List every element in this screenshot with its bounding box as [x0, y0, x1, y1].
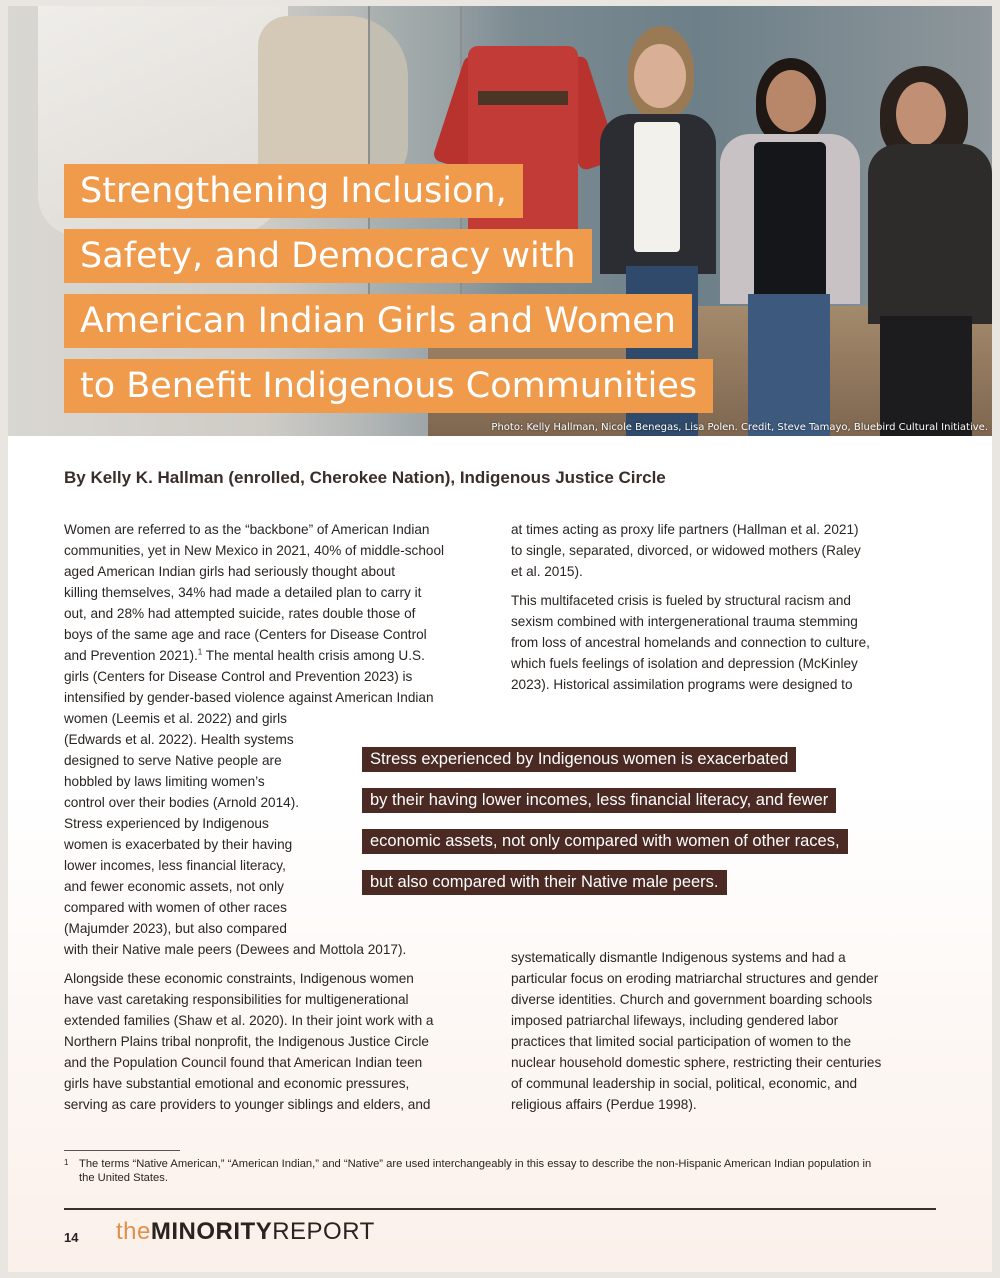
article-page	[8, 6, 992, 1272]
right-column-bottom	[511, 947, 941, 1115]
text-line: Alongside these economic constraints, Indigenous women	[64, 971, 414, 986]
text-line: have vast caretaking responsibilities for multigenerational	[64, 992, 409, 1007]
left-column-bottom	[64, 968, 494, 1115]
publication-logo	[116, 1218, 375, 1246]
pull-quote-line: economic assets, not only compared with women of other races,	[362, 829, 848, 854]
text-line: lower incomes, less financial literacy,	[64, 858, 286, 873]
text-line: with their Native male peers (Dewees and Mottola 2017).	[64, 942, 407, 957]
text-line: serving as care providers to younger siblings and elders, and	[64, 1097, 431, 1112]
text-segment: The mental health crisis among U.S.	[202, 648, 425, 663]
footnote-number: 1	[64, 1158, 69, 1167]
text-line: et al. 2015).	[511, 564, 583, 579]
text-line: (Edwards et al. 2022). Health systems	[64, 732, 294, 747]
pull-quote-line: Stress experienced by Indigenous women is exacerbated	[362, 747, 796, 772]
text-line: This multifaceted crisis is fueled by structural racism and	[511, 593, 851, 608]
text-line: to single, separated, divorced, or widowed mothers (Raley	[511, 543, 861, 558]
text-line: which fuels feelings of isolation and depression (McKinley	[511, 656, 858, 671]
text-line: communities, yet in New Mexico in 2021, 40% of middle-school	[64, 543, 445, 558]
byline: By Kelly K. Hallman (enrolled, Cherokee Nation), Indigenous Justice Circle	[64, 468, 666, 487]
text-segment: and Prevention 2021).	[64, 648, 198, 663]
right-column-top	[511, 519, 941, 582]
text-line: systematically dismantle Indigenous systems and had a	[511, 950, 846, 965]
text-line: sexism combined with intergenerational trauma stemming	[511, 614, 858, 629]
text-line: intensified by gender-based violence against American Indian	[64, 690, 434, 705]
text-line: religious affairs (Perdue 1998).	[511, 1097, 697, 1112]
title-line-1: Strengthening Inclusion,	[64, 164, 523, 218]
title-line-3: American Indian Girls and Women	[64, 294, 692, 348]
footer-divider	[64, 1208, 936, 1210]
logo-the: the	[116, 1218, 151, 1245]
dress-belt	[478, 91, 568, 105]
text-line: designed to serve Native people are	[64, 753, 282, 768]
text-line: of communal leadership in social, political, economic, and	[511, 1076, 858, 1091]
logo-report: REPORT	[272, 1218, 375, 1245]
left-column-top	[64, 519, 494, 967]
text-line	[64, 645, 494, 666]
text-line: practices that limited social participation of women to the	[511, 1034, 852, 1049]
text-line: aged American Indian girls had seriously thought about	[64, 564, 395, 579]
title-line-4: to Benefit Indigenous Communities	[64, 359, 713, 413]
text-line: nuclear household domestic sphere, restricting their centuries	[511, 1055, 882, 1070]
text-line: out, and 28% had attempted suicide, rates double those of	[64, 606, 416, 621]
text-line: women is exacerbated by their having	[64, 837, 293, 852]
text-line: compared with women of other races	[64, 900, 287, 915]
pull-quote-line: but also compared with their Native male peers.	[362, 870, 727, 895]
text-line: imposed patriarchal lifeways, including gendered labor	[511, 1013, 839, 1028]
photo-caption: Photo: Kelly Hallman, Nicole Benegas, Lisa Polen. Credit, Steve Tamayo, Bluebird Cultural Initiative.	[491, 422, 988, 433]
text-line: diverse identities. Church and government boarding schools	[511, 992, 873, 1007]
footnote	[64, 1157, 884, 1185]
right-column-middle	[511, 590, 941, 695]
footnote-text: The terms “Native American,” “American Indian,” and “Native” are used interchangeably in this essay to describe the non-Hispanic American Indian population in the United States.	[79, 1158, 872, 1184]
text-line: and fewer economic assets, not only	[64, 879, 284, 894]
text-line: at times acting as proxy life partners (Hallman et al. 2021)	[511, 522, 859, 537]
text-line: Women are referred to as the “backbone” of American Indian	[64, 522, 430, 537]
text-line: women (Leemis et al. 2022) and girls	[64, 711, 287, 726]
text-line: hobbled by laws limiting women’s	[64, 774, 265, 789]
logo-minority: MINORITY	[150, 1218, 273, 1245]
text-line: boys of the same age and race (Centers for Disease Control	[64, 627, 427, 642]
person-middle	[714, 58, 864, 436]
text-line: Northern Plains tribal nonprofit, the Indigenous Justice Circle	[64, 1034, 429, 1049]
page-number: 14	[64, 1230, 79, 1245]
text-line: 2023). Historical assimilation programs were designed to	[511, 677, 853, 692]
text-line: Stress experienced by Indigenous	[64, 816, 269, 831]
pull-quote-line: by their having lower incomes, less financial literacy, and fewer	[362, 788, 836, 813]
footnote-ref: 1	[197, 647, 203, 657]
text-line: girls have substantial emotional and economic pressures,	[64, 1076, 410, 1091]
text-line: extended families (Shaw et al. 2020). In their joint work with a	[64, 1013, 434, 1028]
text-line: (Majumder 2023), but also compared	[64, 921, 287, 936]
title-line-2: Safety, and Democracy with	[64, 229, 592, 283]
text-line: killing themselves, 34% had made a detailed plan to carry it	[64, 585, 422, 600]
text-line: girls (Centers for Disease Control and Prevention 2023) is	[64, 669, 413, 684]
person-right	[866, 66, 992, 436]
text-line: control over their bodies (Arnold 2014).	[64, 795, 299, 810]
text-line: particular focus on eroding matriarchal structures and gender	[511, 971, 879, 986]
text-line: from loss of ancestral homelands and connection to culture,	[511, 635, 870, 650]
footnote-divider	[64, 1150, 180, 1151]
text-line: and the Population Council found that American Indian teen	[64, 1055, 423, 1070]
